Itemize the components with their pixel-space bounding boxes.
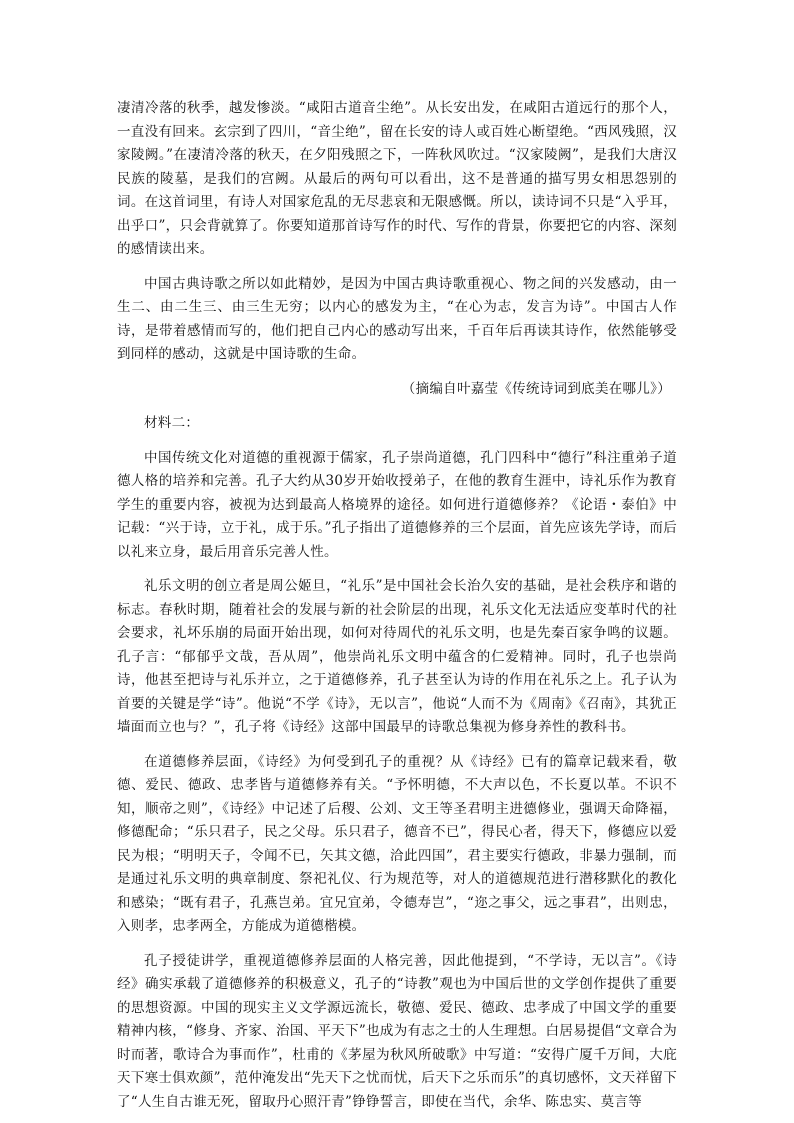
material-label: 材料二： <box>144 415 200 431</box>
paragraph-autumn-continuation: 凄清冷落的秋季，越发惨淡。“咸阳古道音尘绝”。从长安出发，在咸阳古道远行的那个人，一直没有回来。玄宗到了四川，“音尘绝”，留在长安的诗人或百姓心断望绝。“西风残照，汉家陵阙。”在凄清冷落的秋天，在夕阳残照之下，一阵秋风吹过。“汉家陵阙”，是我们大唐汉民族的陵墓，是我们的宫阙。从最后的两句可以看出，这不是普通的描写男女相思怨别的词。在这首词里，有诗人对国家危乱的无尽悲哀和无限感慨。所以，读诗词不只是“入乎耳，出乎口”，只会背就算了。你要知道那首诗写作的时代、写作的背景，你要把它的内容、深刻的感情读出来。 <box>117 100 677 257</box>
paragraph-poetry-education: 孔子授徒讲学，重视道德修养层面的人格完善，因此他提到，“不学诗，无以言”。《诗经》确实承载了道德修养的积极意义，孔子的“诗教”观也为中国后世的文学创作提供了重要的思想资源。中国的现实主义文学源远流长，敬德、爱民、德政、忠孝成了中国文学的重要精神内核，“修身、齐家、治国、平天下”也成为有志之士的人生理想。白居易提倡“文章合为时而著，歌诗合为事而作”，杜甫的《茅屋为秋风所破歌》中写道：“安得广厦千万间，大庇天下寒士俱欢颜”，范仲淹发出“先天下之忧而忧，后天下之乐而乐”的真切感怀，文天祥留下了“人生自古谁无死，留取丹心照汗青”铮铮誓言，即使在当代，余华、陈忠实、莫言等 <box>117 952 677 1110</box>
paragraph-poetry-essence: 中国古典诗歌之所以如此精妙，是因为中国古典诗歌重视心、物之间的兴发感动，由一生二、由二生三、由三生无穷；以内心的感发为主，“在心为志，发言为诗”。中国古人作诗，是带着感情而写的，他们把自己内心的感动写出来，千百年后再读其诗作，依然能够受到同样的感动，这就是中国诗歌的生命。 <box>117 275 677 362</box>
paragraph-confucius-morality: 中国传统文化对道德的重视源于儒家，孔子崇尚道德，孔门四科中“德行”科注重弟子道德人格的培养和完善。孔子大约从30岁开始收授弟子，在他的教育生涯中，诗礼乐作为教育学生的重要内容，被视为达到最高人格境界的途径。如何进行道德修养？《论语・泰伯》中记载：“兴于诗，立于礼，成于乐。”孔子指出了道德修养的三个层面，首先应该先学诗，而后以礼来立身，最后用音乐完善人性。 <box>117 449 677 560</box>
paragraph-rites-music: 礼乐文明的创立者是周公姬旦，“礼乐”是中国社会长治久安的基础，是社会秩序和谐的标志。春秋时期，随着社会的发展与新的社会阶层的出现，礼乐文化无法适应变革时代的社会要求，礼坏乐崩的局面开始出现，如何对待周代的礼乐文明，也是先秦百家争鸣的议题。孔子言：“郁郁乎文哉，吾从周”，他崇尚礼乐文明中蕴含的仁爱精神。同时，孔子也崇尚诗，他甚至把诗与礼乐并立，之于道德修养，孔子甚至认为诗的作用在礼乐之上。孔子认为首要的关键是学“诗”。他说“不学《诗》，无以言”，他说“人而不为《周南》《召南》，其犹正墙面而立也与？”，孔子将《诗经》这部中国最早的诗歌总集视为修身养性的教科书。 <box>117 578 677 735</box>
source-note: （摘编自叶嘉莹《传统诗词到底美在哪儿》） <box>401 380 671 397</box>
document-body <box>117 97 677 1114</box>
paragraph-book-of-songs: 在道德修养层面，《诗经》为何受到孔子的重视？从《诗经》已有的篇章记载来看，敬德、爱民、德政、忠孝皆与道德修养有关。“予怀明德，不大声以色，不长夏以革。不识不知，顺帝之则”，《诗经》中记述了后稷、公刘、文王等圣君明主进德修业，强调天命降福，修德配命；“乐只君子，民之父母。乐只君子，德音不已”，得民心者，得天下，修德应以爱民为根；“明明天子，令闻不已，矢其文德，洽此四国”，君主要实行德政，非暴力强制，而是通过礼乐文明的典章制度、祭祀礼仪、行为规范等，对人的道德规范进行潜移默化的教化和感染；“既有君子，孔燕岂弟。宜兄宜弟，令德寿岂”，“迩之事父，远之事君”，出则忠，入则孝，忠孝两全，方能成为道德楷模。 <box>117 753 677 934</box>
